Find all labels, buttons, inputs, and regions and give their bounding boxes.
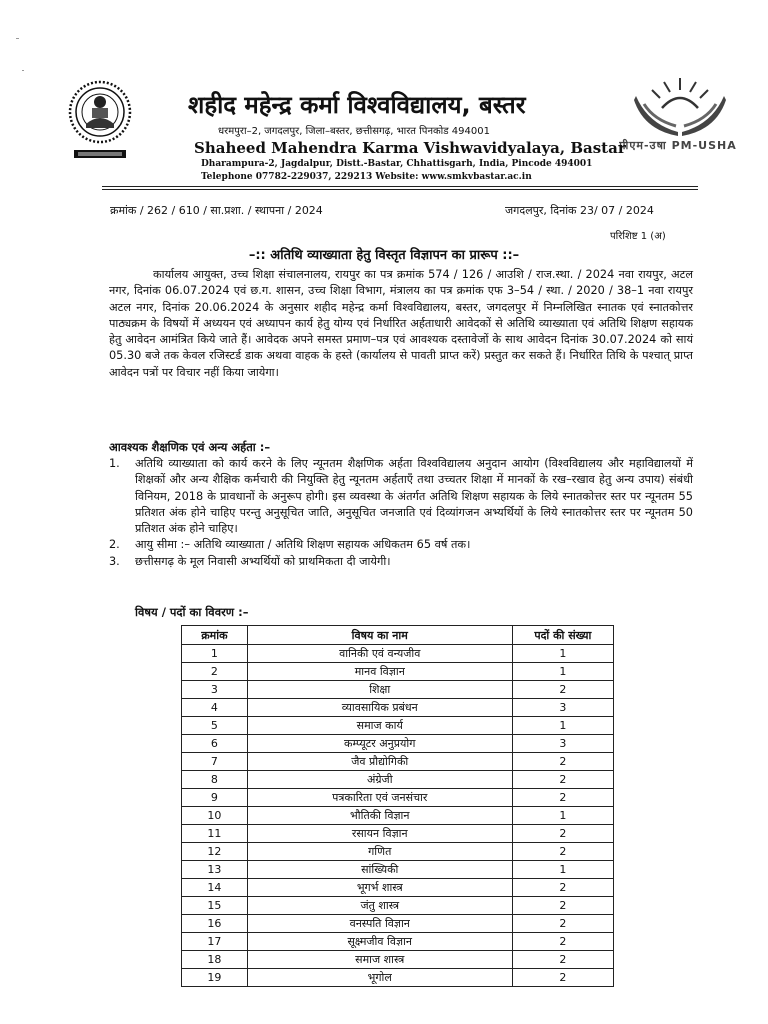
pm-usha-label: पीएम-उषा PM-USHA — [619, 139, 737, 152]
table-header-row — [182, 626, 614, 645]
cell-posts: 2 — [512, 825, 613, 843]
annexure-label: परिशिष्ट 1 (अ) — [610, 231, 666, 242]
cell-posts: 2 — [512, 915, 613, 933]
document-title: –:: अतिथि व्याख्याता हेतु विस्तृत विज्ञापन का प्रारूप ::– — [248, 248, 520, 263]
cell-posts: 2 — [512, 933, 613, 951]
cell-posts: 2 — [512, 843, 613, 861]
cell-serial: 3 — [182, 681, 248, 699]
table-row — [182, 699, 614, 717]
cell-subject: रसायन विज्ञान — [247, 825, 512, 843]
cell-subject: समाज कार्य — [247, 717, 512, 735]
cell-posts: 1 — [512, 717, 613, 735]
cell-subject: भौतिकी विज्ञान — [247, 807, 512, 825]
requirements-list — [109, 456, 693, 570]
cell-serial: 11 — [182, 825, 248, 843]
table-row — [182, 879, 614, 897]
table-row — [182, 789, 614, 807]
table-row — [182, 897, 614, 915]
place-date: जगदलपुर, दिनांक 23/ 07 / 2024 — [505, 204, 654, 217]
scan-speck — [22, 70, 24, 71]
cell-serial: 4 — [182, 699, 248, 717]
cell-posts: 1 — [512, 807, 613, 825]
cell-subject: व्यावसायिक प्रबंधन — [247, 699, 512, 717]
intro-paragraph: कार्यालय आयुक्त, उच्च शिक्षा संचालनालय, रायपुर का पत्र क्रमांक 574 / 126 / आउशि / राज.स्था. / 2024 नवा रायपुर, अटल नगर, दिनांक 06.07.2024 एवं छ.ग. शासन, उच्च शिक्षा विभाग, मंत्रालय का पत्र क्रमांक एफ 3–54 / स्था. / 2020 / 38–1 नवा रायपुर अटल नगर, दिनांक 20.06.2024 के अनुसार शहीद महेन्द्र कर्मा विश्वविद्यालय, बस्तर, जगदलपुर में निम्नलिखित स्नातक एवं स्नातकोत्तर पाठ्यक्रम के विषयों में अध्ययन एवं अध्यापन कार्य हेतु योग्य एवं निर्धारित अर्हताधारी आवेदकों से अतिथि व्याख्याता एवं अतिथि शिक्षण सहायक हेतु आवेदन आमंत्रित किये जाते हैं। आवेदक अपने समस्त प्रमाण–पत्र एवं आवश्यक दस्तावेजों के साथ आवेदन दिनांक 30.07.2024 को सायं 05.30 बजे तक केवल रजिस्टर्ड डाक अथवा वाहक के हस्ते (कार्यालय से पावती प्राप्त करें) प्रस्तुत कर सकते हैं। निर्धारित तिथि के पश्चात् प्राप्त आवेदन पत्रों पर विचार नहीं किया जायेगा। — [109, 268, 693, 379]
scan-speck — [16, 38, 19, 39]
table-row — [182, 861, 614, 879]
cell-serial: 12 — [182, 843, 248, 861]
requirements-heading: आवश्यक शैक्षणिक एवं अन्य अर्हता :– — [109, 440, 271, 454]
posts-table — [181, 625, 614, 987]
cell-subject: पत्रकारिता एवं जनसंचार — [247, 789, 512, 807]
table-row — [182, 771, 614, 789]
cell-serial: 19 — [182, 969, 248, 987]
cell-serial: 18 — [182, 951, 248, 969]
table-row — [182, 843, 614, 861]
cell-subject: वानिकी एवं वन्यजीव — [247, 645, 512, 663]
list-item-text: छत्तीसगढ़ के मूल निवासी अभ्यर्थियों को प्राथमिकता दी जायेगी। — [135, 554, 391, 568]
table-row — [182, 825, 614, 843]
cell-posts: 1 — [512, 645, 613, 663]
cell-subject: शिक्षा — [247, 681, 512, 699]
list-item-number: 3. — [109, 554, 120, 568]
posts-table-body — [182, 645, 614, 987]
list-item-number: 2. — [109, 538, 120, 552]
contact-line: Telephone 07782-229037, 229213 Website: www.smkvbastar.ac.in — [201, 172, 532, 182]
cell-serial: 13 — [182, 861, 248, 879]
cell-posts: 3 — [512, 699, 613, 717]
cell-serial: 6 — [182, 735, 248, 753]
cell-subject: भूगर्भ शास्त्र — [247, 879, 512, 897]
university-name-hindi: शहीद महेन्द्र कर्मा विश्वविद्यालय, बस्तर — [188, 91, 526, 119]
column-header-posts: पदों की संख्या — [512, 626, 613, 645]
address-hindi: धरमपुरा–2, जगदलपुर, जिला–बस्तर, छत्तीसगढ़, भारत पिनकोड 494001 — [218, 126, 490, 137]
cell-serial: 15 — [182, 897, 248, 915]
cell-serial: 9 — [182, 789, 248, 807]
column-header-serial: क्रमांक — [182, 626, 248, 645]
cell-subject: सूक्ष्मजीव विज्ञान — [247, 933, 512, 951]
cell-subject: जैव प्रौद्योगिकी — [247, 753, 512, 771]
cell-subject: मानव विज्ञान — [247, 663, 512, 681]
list-item-number: 1. — [109, 457, 120, 470]
cell-posts: 2 — [512, 879, 613, 897]
cell-serial: 8 — [182, 771, 248, 789]
list-item — [109, 554, 693, 570]
cell-serial: 5 — [182, 717, 248, 735]
cell-serial: 2 — [182, 663, 248, 681]
address-english: Dharampura-2, Jagdalpur, Distt.-Bastar, Chhattisgarh, India, Pincode 494001 — [201, 159, 593, 169]
cell-serial: 14 — [182, 879, 248, 897]
cell-posts: 2 — [512, 951, 613, 969]
cell-serial: 1 — [182, 645, 248, 663]
university-seal-icon — [68, 72, 132, 168]
cell-serial: 10 — [182, 807, 248, 825]
list-item — [109, 537, 693, 553]
cell-subject: अंग्रेजी — [247, 771, 512, 789]
cell-posts: 2 — [512, 969, 613, 987]
table-row — [182, 681, 614, 699]
column-header-subject: विषय का नाम — [247, 626, 512, 645]
cell-subject: समाज शास्त्र — [247, 951, 512, 969]
cell-posts: 2 — [512, 753, 613, 771]
cell-serial: 17 — [182, 933, 248, 951]
cell-posts: 2 — [512, 897, 613, 915]
table-row — [182, 915, 614, 933]
table-row — [182, 735, 614, 753]
list-item-text: आयु सीमा :– अतिथि व्याख्याता / अतिथि शिक्षण सहायक अधिकतम 65 वर्ष तक। — [135, 538, 471, 552]
university-name-english: Shaheed Mahendra Karma Vishwavidyalaya, Bastar — [194, 139, 626, 157]
cell-posts: 1 — [512, 663, 613, 681]
cell-posts: 2 — [512, 771, 613, 789]
cell-posts: 2 — [512, 789, 613, 807]
table-row — [182, 663, 614, 681]
header-divider — [102, 186, 698, 187]
cell-subject: कम्प्यूटर अनुप्रयोग — [247, 735, 512, 753]
cell-subject: वनस्पति विज्ञान — [247, 915, 512, 933]
reference-number: क्रमांक / 262 / 610 / सा.प्रशा. / स्थापना / 2024 — [110, 204, 323, 217]
table-row — [182, 753, 614, 771]
table-row — [182, 951, 614, 969]
header-divider-secondary — [102, 189, 698, 190]
table-row — [182, 969, 614, 987]
cell-subject: गणित — [247, 843, 512, 861]
cell-subject: सांख्यिकी — [247, 861, 512, 879]
cell-posts: 1 — [512, 861, 613, 879]
cell-subject: भूगोल — [247, 969, 512, 987]
table-row — [182, 807, 614, 825]
cell-posts: 3 — [512, 735, 613, 753]
subjects-heading: विषय / पदों का विवरण :– — [135, 605, 249, 619]
list-item — [109, 456, 693, 537]
cell-serial: 16 — [182, 915, 248, 933]
cell-serial: 7 — [182, 753, 248, 771]
table-row — [182, 717, 614, 735]
cell-subject: जंतु शास्त्र — [247, 897, 512, 915]
list-item-text: अतिथि व्याख्याता को कार्य करने के लिए न्यूनतम शैक्षणिक अर्हता विश्वविद्यालय अनुदान आयोग (विश्वविद्यालय और महाविद्यालयों में शिक्षकों और अन्य शैक्षिक कर्मचारी की नियुक्ति हेतु न्यूनतम अर्हताएँ तथा उच्चतर शिक्षा में मानकों के रख–रखाव हेतु अन्य उपाय) संबंधी विनियम, 2018 के प्रावधानों के अनुरूप होगी। इस व्यवस्था के अंतर्गत अतिथि शिक्षण सहायक के लिये स्नातकोत्तर स्तर पर न्यूनतम 55 प्रतिशत अंक होने चाहिए परन्तु अनुसूचित जाति, अनुसूचित जनजाति एवं दिव्यांगजन अभ्यर्थियों के लिये स्नातकोत्तर स्तर पर न्यूनतम 50 प्रतिशत अंक होने चाहिए। — [135, 457, 693, 536]
table-row — [182, 933, 614, 951]
table-row — [182, 645, 614, 663]
cell-posts: 2 — [512, 681, 613, 699]
